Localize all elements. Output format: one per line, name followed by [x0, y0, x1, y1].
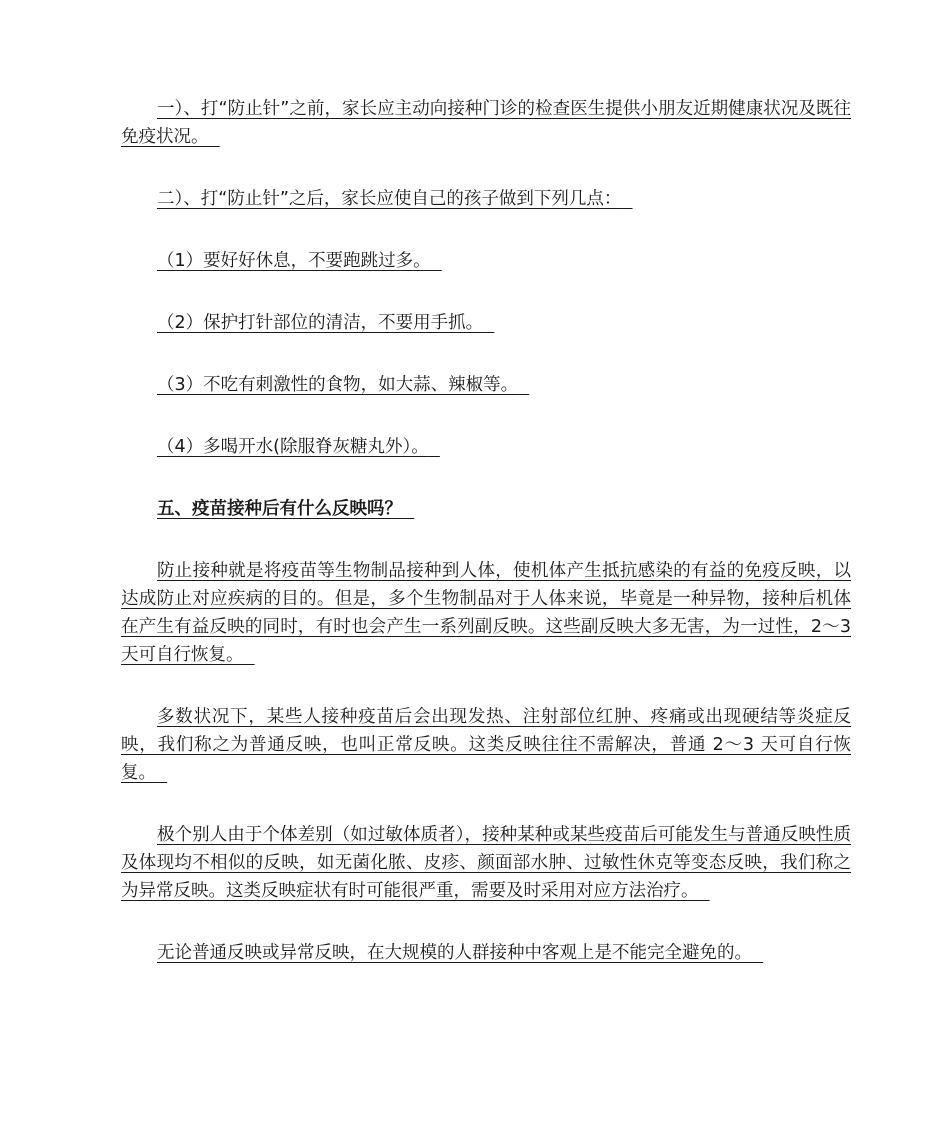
- paragraph-text: （2）保护打针部位的清洁，不要用手抓。: [157, 313, 484, 333]
- document-page: [121, 95, 851, 967]
- paragraph-post-vaccination-intro: [121, 185, 851, 213]
- paragraph-abnormal-reaction: [121, 821, 851, 905]
- paragraph-text: 无论普通反映或异常反映，在大规模的人群接种中客观上是不能完全避免的。: [157, 943, 752, 963]
- paragraph-text: （1）要好好休息，不要跑跳过多。: [157, 251, 431, 271]
- paragraph-text: （3）不吃有刺激性的食物，如大蒜、辣椒等。: [157, 375, 519, 395]
- paragraph-text: 极个别人由于个体差别（如过敏体质者），接种某种或某些疫苗后可能发生与普通反映性质及体现均不相似的反映，如无菌化脓、皮疹、颜面部水肿、过敏性休克等变态反映，我们称之为异常反映。这类反映症状有时可能很严重，需要及时采用对应方法治疗。: [121, 825, 851, 901]
- paragraph-conclusion: [121, 939, 851, 967]
- paragraph-text: 二）、打“防止针”之后，家长应使自己的孩子做到下列几点：: [157, 189, 622, 209]
- paragraph-vaccination-explanation: [121, 557, 851, 669]
- paragraph-pre-vaccination-advice: [121, 95, 851, 151]
- list-item-rest: [121, 247, 851, 275]
- paragraph-text: 一）、打“防止针”之前，家长应主动向接种门诊的检查医生提供小朋友近期健康状况及既往免疫状况。: [121, 99, 851, 147]
- paragraph-text: 多数状况下，某些人接种疫苗后会出现发热、注射部位红肿、疼痛或出现硬结等炎症反映，我们称之为普通反映，也叫正常反映。这类反映往往不需解决，普通 2～3 天可自行恢复。: [121, 707, 851, 783]
- list-item-keep-clean: [121, 309, 851, 337]
- paragraph-text: 防止接种就是将疫苗等生物制品接种到人体，使机体产生抵抗感染的有益的免疫反映，以达成防止对应疾病的目的。但是，多个生物制品对于人体来说，毕竟是一种异物，接种后机体在产生有益反映的同时，有时也会产生一系列副反映。这些副反映大多无害，为一过性，2～3 天可自行恢复。: [121, 561, 851, 665]
- heading-text: 五、疫苗接种后有什么反映吗？: [157, 499, 402, 519]
- paragraph-normal-reaction: [121, 703, 851, 787]
- list-item-drink-water: [121, 433, 851, 461]
- paragraph-text: （4）多喝开水(除服脊灰糖丸外）。: [157, 437, 429, 457]
- list-item-no-spicy-food: [121, 371, 851, 399]
- section-heading-reactions: [121, 495, 851, 523]
